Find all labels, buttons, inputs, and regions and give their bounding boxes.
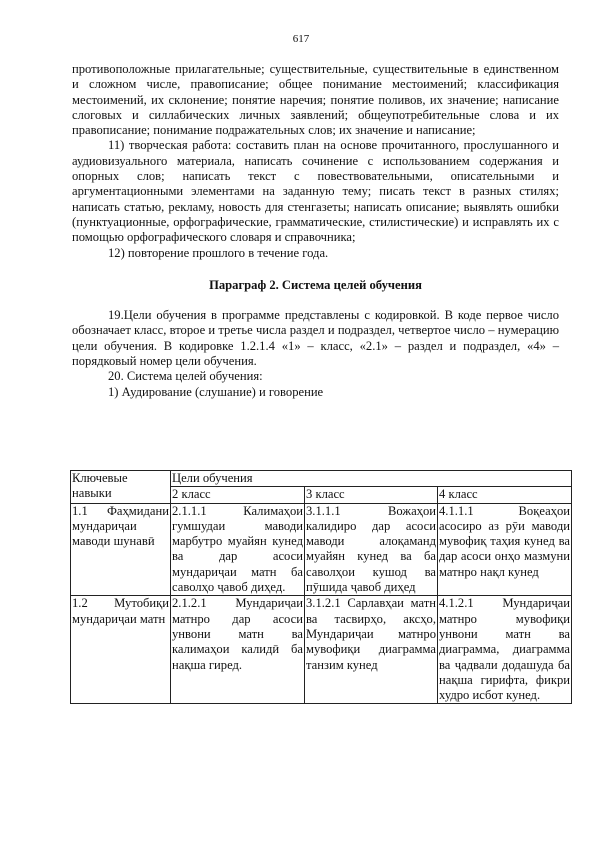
skill-cell: 1.1 Фаҳмидани мундариҷаи маводи шунавӣ [71, 503, 171, 596]
document-body [72, 62, 559, 400]
page-number: 617 [292, 33, 310, 45]
paragraph-creative-work: 11) творческая работа: составить план на основе прочитанного, прослушанного и аудиовизуального материала, написать сочинение с использованием содержания и опорных слов; написать текст с повествовательными, описательными и аргументационными элементами на заданную тему; писать текст в разных стилях; написать статью, рекламу, новость для стенгазеты; написать описание; выявлять ошибки (пунктуационные, орфографические, грамматические, стилистические) и исправлять их с помощью орфографического словаря и справочника; [72, 138, 559, 245]
section-heading: Параграф 2. Система целей обучения [209, 277, 422, 292]
table-row [71, 503, 572, 596]
paragraph-coding: 19.Цели обучения в программе представлены с кодировкой. В коде первое число обозначает класс, второе и третье числа раздел и подраздел, четвертое число – нумерацию цели обучения. В кодировке 1.2.1.4 «1» – класс, «2.1» – раздел и подраздел, «4» – порядковый номер цели обучения. [72, 308, 559, 369]
table-header-row [71, 471, 572, 487]
paragraph-goals-system: 20. Система целей обучения: [108, 369, 263, 384]
goal-cell: 3.1.1.1 Вожаҳои калидиро дар асоси маводи алоқаманд муайян кунед ва ба саволҳои кушод ва пӯшида ҷавоб диҳед [306, 503, 436, 595]
skill-cell: 1.2 Мутобиқи мундариҷаи матн [71, 596, 171, 704]
table-row [71, 596, 572, 704]
header-key-skills: Ключевые навыки [71, 471, 171, 504]
goal-cell: 2.1.2.1 Мундариҷаи матнро дар асоси унвони матн ва калимаҳои калидӣ ба нақша гиред. [171, 596, 305, 704]
learning-goals-table [70, 470, 572, 704]
header-learning-goals: Цели обучения [171, 471, 572, 487]
goal-cell: 4.1.2.1 Мундариҷаи матнро мувофиқи унвони матн ва диаграмма, диаграмма ва ҷадвали додашуда ба нақша гирифта, фикри худро исбот кунед. [439, 596, 570, 703]
paragraph-review: 12) повторение прошлого в течение года. [108, 245, 329, 260]
goal-cell: 2.1.1.1 Калимаҳои гумшудаи маводи марбутро муайян кунед ва дар асоси мундариҷаи матн ба саволҳо ҷавоб диҳед. [172, 503, 303, 595]
goal-cell: 3.1.2.1 Сарлавҳаи матн ва тасвирҳо, аксҳо, Мундариҷаи матнро мувофиқи диаграмма танзим кунед [305, 596, 438, 704]
header-grade-2: 2 класс [171, 487, 305, 503]
header-grade-4: 4 класс [438, 487, 572, 503]
header-grade-3: 3 класс [305, 487, 438, 503]
paragraph-continued-list: противоположные прилагательные; существительные, существительные в единственном и сложном числе, правописание; общее понимание местоимений; классификация местоимений, их склонение; понятие наречия; понятие поливов, их значение; написание слоговых и силлабических личных заявлений; общеупотребительные слова и их правописание; понимание подражательных слов; их значение и написание; [72, 62, 559, 138]
paragraph-listening-speaking: 1) Аудирование (слушание) и говорение [108, 384, 324, 399]
goal-cell: 4.1.1.1 Воқеаҳои асосиро аз рӯи маводи мувофиқ таҳия кунед ва дар асоси онҳо мазмуни матнро нақл кунед [438, 503, 572, 596]
